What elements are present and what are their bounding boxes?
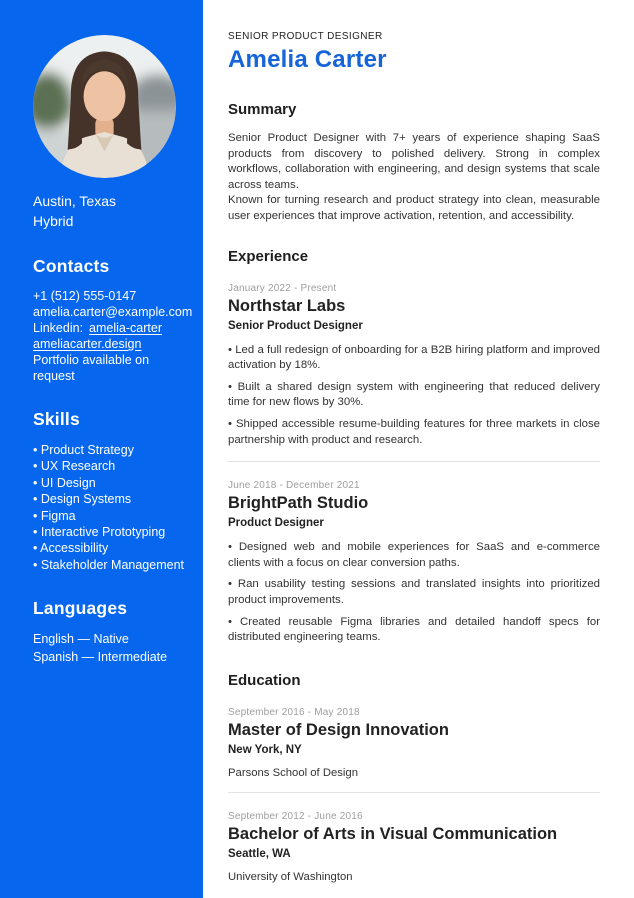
linkedin-label: Linkedin: (33, 321, 84, 335)
main-content (203, 0, 634, 898)
experience-entry (228, 283, 600, 449)
job-role: Product Designer (228, 517, 324, 530)
experience-dates: June 2018 - December 2021 (228, 480, 360, 492)
experience-bullet: • Built a shared design system with engineering that reduced delivery time for new flows by 30%. (228, 380, 600, 411)
experience-bullet: • Designed web and mobile experiences for SaaS and e-commerce clients with a focus on clear conversion paths. (228, 540, 600, 571)
experience-heading: Experience (228, 247, 309, 265)
contact-list (33, 288, 191, 384)
language-item: Spanish — Intermediate (33, 650, 168, 665)
skills-list (33, 442, 191, 573)
school-name: University of Washington (228, 870, 353, 883)
skill-item: • UX Research (33, 458, 191, 474)
location-city: Austin, Texas (33, 193, 117, 209)
summary-heading: Summary (228, 101, 297, 118)
skill-item: • Stakeholder Management (33, 557, 191, 573)
experience-bullet: • Led a full redesign of onboarding for a B2B hiring platform and improved activation by 18%. (228, 343, 600, 374)
job-role: Senior Product Designer (228, 319, 363, 332)
skill-item: • Product Strategy (33, 442, 191, 458)
summary-paragraph: Senior Product Designer with 7+ years of experience shaping SaaS products from discovery to polished delivery. Strong in complex workflows, collaboration with engineering, and design systems that scale across teams. (228, 132, 600, 191)
education-dates: September 2012 - June 2016 (228, 810, 363, 822)
email-address: amelia.carter@example.com (33, 305, 193, 319)
skills-heading: Skills (33, 409, 80, 429)
experience-bullet: • Ran usability testing sessions and translated insights into prioritized product improvements. (228, 577, 600, 608)
experience-entry (228, 480, 600, 646)
website-link[interactable]: ameliacarter.design (33, 337, 142, 351)
company-name: BrightPath Studio (228, 494, 369, 513)
skill-item: • UI Design (33, 475, 191, 491)
linkedin-row (33, 320, 191, 336)
experience-bullet: • Shipped accessible resume-building features for three markets in close partnership with product and research. (228, 417, 600, 448)
candidate-name: Amelia Carter (228, 46, 387, 73)
education-entry (228, 707, 600, 779)
section-divider (228, 461, 600, 462)
languages-list (33, 630, 191, 666)
education-heading: Education (228, 671, 301, 689)
education-location: Seattle, WA (228, 847, 291, 860)
sidebar (0, 0, 203, 898)
degree-name: Master of Design Innovation (228, 720, 449, 739)
languages-heading: Languages (33, 598, 128, 619)
experience-bullet: • Created reusable Figma libraries and detailed handoff specs for distributed engineering teams. (228, 615, 600, 646)
location-block (33, 192, 191, 231)
language-item: English — Native (33, 632, 129, 647)
phone-number: +1 (512) 555-0147 (33, 289, 137, 303)
summary-block (228, 131, 600, 225)
section-divider (228, 792, 600, 793)
experience-bullets (228, 343, 600, 449)
experience-bullets (228, 540, 600, 646)
skill-item: • Accessibility (33, 540, 191, 556)
profile-photo (33, 35, 176, 178)
degree-name: Bachelor of Arts in Visual Communication (228, 824, 558, 843)
skill-item: • Figma (33, 508, 191, 524)
school-name: Parsons School of Design (228, 766, 358, 779)
profile-photo-illustration (33, 35, 176, 178)
summary-paragraph: Known for turning research and product strategy into clean, measurable user experiences that improve activation, retention, and accessibility. (228, 194, 600, 222)
company-name: Northstar Labs (228, 296, 346, 315)
work-mode: Hybrid (33, 212, 74, 229)
portfolio-note: Portfolio available on request (33, 353, 150, 383)
job-title-label: SENIOR PRODUCT DESIGNER (228, 31, 383, 42)
skill-item: • Interactive Prototyping (33, 524, 191, 540)
skill-item: • Design Systems (33, 491, 191, 507)
education-location: New York, NY (228, 743, 302, 756)
contacts-heading: Contacts (33, 256, 110, 276)
education-entry (228, 811, 600, 883)
experience-dates: January 2022 - Present (228, 282, 337, 294)
linkedin-link[interactable]: amelia-carter (89, 321, 162, 335)
education-dates: September 2016 - May 2018 (228, 706, 360, 718)
